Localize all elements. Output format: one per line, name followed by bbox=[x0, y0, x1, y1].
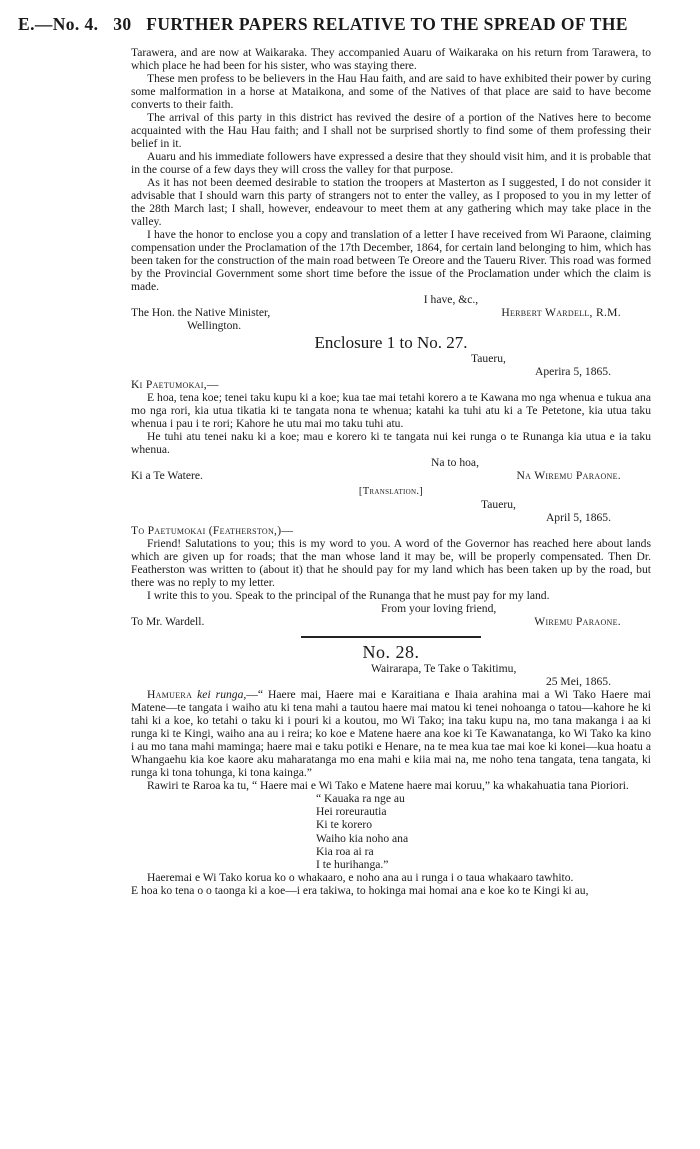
translation-place: Taueru, bbox=[481, 498, 516, 511]
no28-paragraph bbox=[131, 688, 651, 779]
page-body bbox=[131, 46, 651, 897]
speaker-tag: kei runga, bbox=[197, 688, 247, 701]
letter-signature-row bbox=[131, 306, 651, 319]
poem-line: Hei roreurautia bbox=[316, 805, 387, 819]
letter-addressee-place: Wellington. bbox=[187, 319, 242, 332]
document-reference: E.—No. 4. bbox=[18, 14, 99, 34]
poem-line: Ki te korero bbox=[316, 818, 373, 832]
letter-paragraph: These men profess to be believers in the Hau Hau faith, and are said to have exhibited their power by curing some malformation in a horse at Mataikona, and some of the Natives of that place are said to have become converts to their faith. bbox=[131, 72, 651, 111]
section-divider bbox=[301, 636, 481, 638]
poem bbox=[316, 792, 651, 871]
letter-paragraph: I have the honor to enclose you a copy and translation of a letter I have received from Wi Paraone, claiming compensation under the Proclamation of the 17th December, 1864, for certain land belonging to him, which has been taken for the construction of the main road between Te Oreore and the Taueru River. This road was formed by the Provincial Government some short time before the issue of the Proclamation under which the claim is made. bbox=[131, 228, 651, 293]
no28-paragraph: Haeremai e Wi Tako korua ko o whakaaro, e noho ana au i runga i o taua whakaaro tawhito. bbox=[147, 871, 574, 885]
translation-paragraph: Friend! Salutations to you; this is my word to you. A word of the Governor has reached here about lands which are given up for roads; that the man whose land it may be, will be properly compensated. Then Dr. Featherston was written to (about it) that he should pay for my land which has been taken up by the road, but there was no reply to my letter. bbox=[131, 537, 651, 589]
translation-date: April 5, 1865. bbox=[545, 511, 611, 524]
letter-paragraph: The arrival of this party in this district has revived the desire of a portion of the Natives here to become acquainted with the Hau Hau faith; and I shall not be surprised shortly to find some of them professing their belief in it. bbox=[131, 111, 651, 150]
no28-date: 25 Mei, 1865. bbox=[545, 675, 611, 688]
no28-paragraph: Rawiri te Raroa ka tu, “ Haere mai e Wi Tako e Matene haere mai koruu,” ka whakahuatia tana Pioriori. bbox=[147, 779, 629, 792]
enclosure-to: Ki a Te Watere. bbox=[131, 469, 203, 482]
letter-paragraph: Tarawera, and are now at Waikaraka. They accompanied Auaru of Waikaraka on his return from Tarawera, to which place he had been for his sister, who was staying there. bbox=[131, 46, 651, 72]
enclosure-paragraph: E hoa, tena koe; tenei taku kupu ki a koe; kua tae mai tetahi korero a te Kawana mo nga whenua e tukua ana mo nga rori, kia utua tikatia ki te tangata nona te whenua; katahi ka tuhi atu ki a Te Petetone, kia utua taku whenua i pau i te rori; Kahore he utu mai mo taku tuhi atu. bbox=[131, 391, 651, 430]
enclosure-paragraph: He tuhi atu tenei naku ki a koe; mau e korero ki te tangata nui kei runga o te Runanga kia utua e ia taku whenua. bbox=[131, 430, 651, 456]
poem-line: Waiho kia noho ana bbox=[316, 831, 409, 845]
poem-line: Kia roa ai ra bbox=[316, 844, 374, 858]
speech-text: —“ Haere mai, Haere mai e Karaitiana e Ihaia arahina mai a Wi Tako Haere mai Matene—te tangata i waiho atu ki tena mahi a tautou haere mai matou ki tenei nohoanga o tatou—kahore he ki tahi ki a koe, ko tetahi o taku ki i pouri ki a koutou, mo Wi Tako; ina taku kupu na, mo tana makanga i aa ki runga ki te Kingi, waiho ana au i reira; ko koe e Matene haere ana koe ki Te Kawanatanga, ko Wi Tako ka kino i au mo tana mahi maminga; haere mai e taku potiki e Henare, na te mea kua tae mai koe ki konei—kua hoatu a Whangaehu kia koe kaore aku maharatanga mo ena mahi e kiia mai na, me noho tena tangata, tena tangata, ki runga ki tona tohunga, ki tona kainga.” bbox=[131, 688, 651, 779]
letter-paragraph: As it has not been deemed desirable to station the troopers at Masterton as I suggested, I do not consider it advisable that I should warn this party of strangers not to enter the valley, as I proposed to you in my letter of the 28th March last; I shall, however, endeavour to meet them at any gathering which may take place in the valley. bbox=[131, 176, 651, 228]
no28-place: Wairarapa, Te Take o Takitimu, bbox=[371, 662, 517, 675]
enclosure-signature-row bbox=[131, 469, 651, 482]
letter-signature: Herbert Wardell, R.M. bbox=[501, 306, 621, 319]
translation-paragraph: I write this to you. Speak to the principal of the Runanga that he must pay for my land. bbox=[147, 589, 550, 602]
poem-line: I te hurihanga.” bbox=[316, 858, 389, 872]
translation-label: [Translation.] bbox=[358, 486, 424, 497]
translation-signature-row bbox=[131, 615, 651, 628]
running-title: FURTHER PAPERS RELATIVE TO THE SPREAD OF THE bbox=[146, 14, 628, 34]
translation-signature: Wiremu Paraone. bbox=[534, 615, 621, 628]
translation-from: From your loving friend, bbox=[381, 602, 497, 615]
translation-salutation: To Paetumokai (Featherston,)— bbox=[131, 524, 294, 537]
enclosure-place: Taueru, bbox=[471, 352, 506, 365]
enclosure-title: Enclosure 1 to No. 27. bbox=[314, 333, 468, 352]
speaker-name: Hamuera bbox=[147, 688, 193, 701]
enclosure-signature: Na Wiremu Paraone. bbox=[516, 469, 621, 482]
letter-paragraph: Auaru and his immediate followers have expressed a desire that they should visit him, and it is probable that in the course of a few days they will cross the valley for that purpose. bbox=[131, 150, 651, 176]
poem-line: “ Kauaka ra nge au bbox=[316, 792, 405, 805]
letter-addressee: The Hon. the Native Minister, bbox=[131, 306, 271, 319]
enclosure-from: Na to hoa, bbox=[431, 456, 479, 469]
section-title: No. 28. bbox=[362, 642, 420, 662]
translation-to: To Mr. Wardell. bbox=[131, 615, 205, 628]
no28-paragraph: E hoa ko tena o o taonga ki a koe—i era takiwa, to hokinga mai homai ana e koe ko te Kingi ki au, bbox=[131, 884, 589, 898]
page-header bbox=[18, 14, 668, 35]
letter-closing: I have, &c., bbox=[423, 293, 479, 306]
page-number: 30 bbox=[113, 14, 132, 34]
enclosure-salutation: Ki Paetumokai,— bbox=[131, 378, 219, 391]
enclosure-date: Aperira 5, 1865. bbox=[535, 365, 611, 378]
